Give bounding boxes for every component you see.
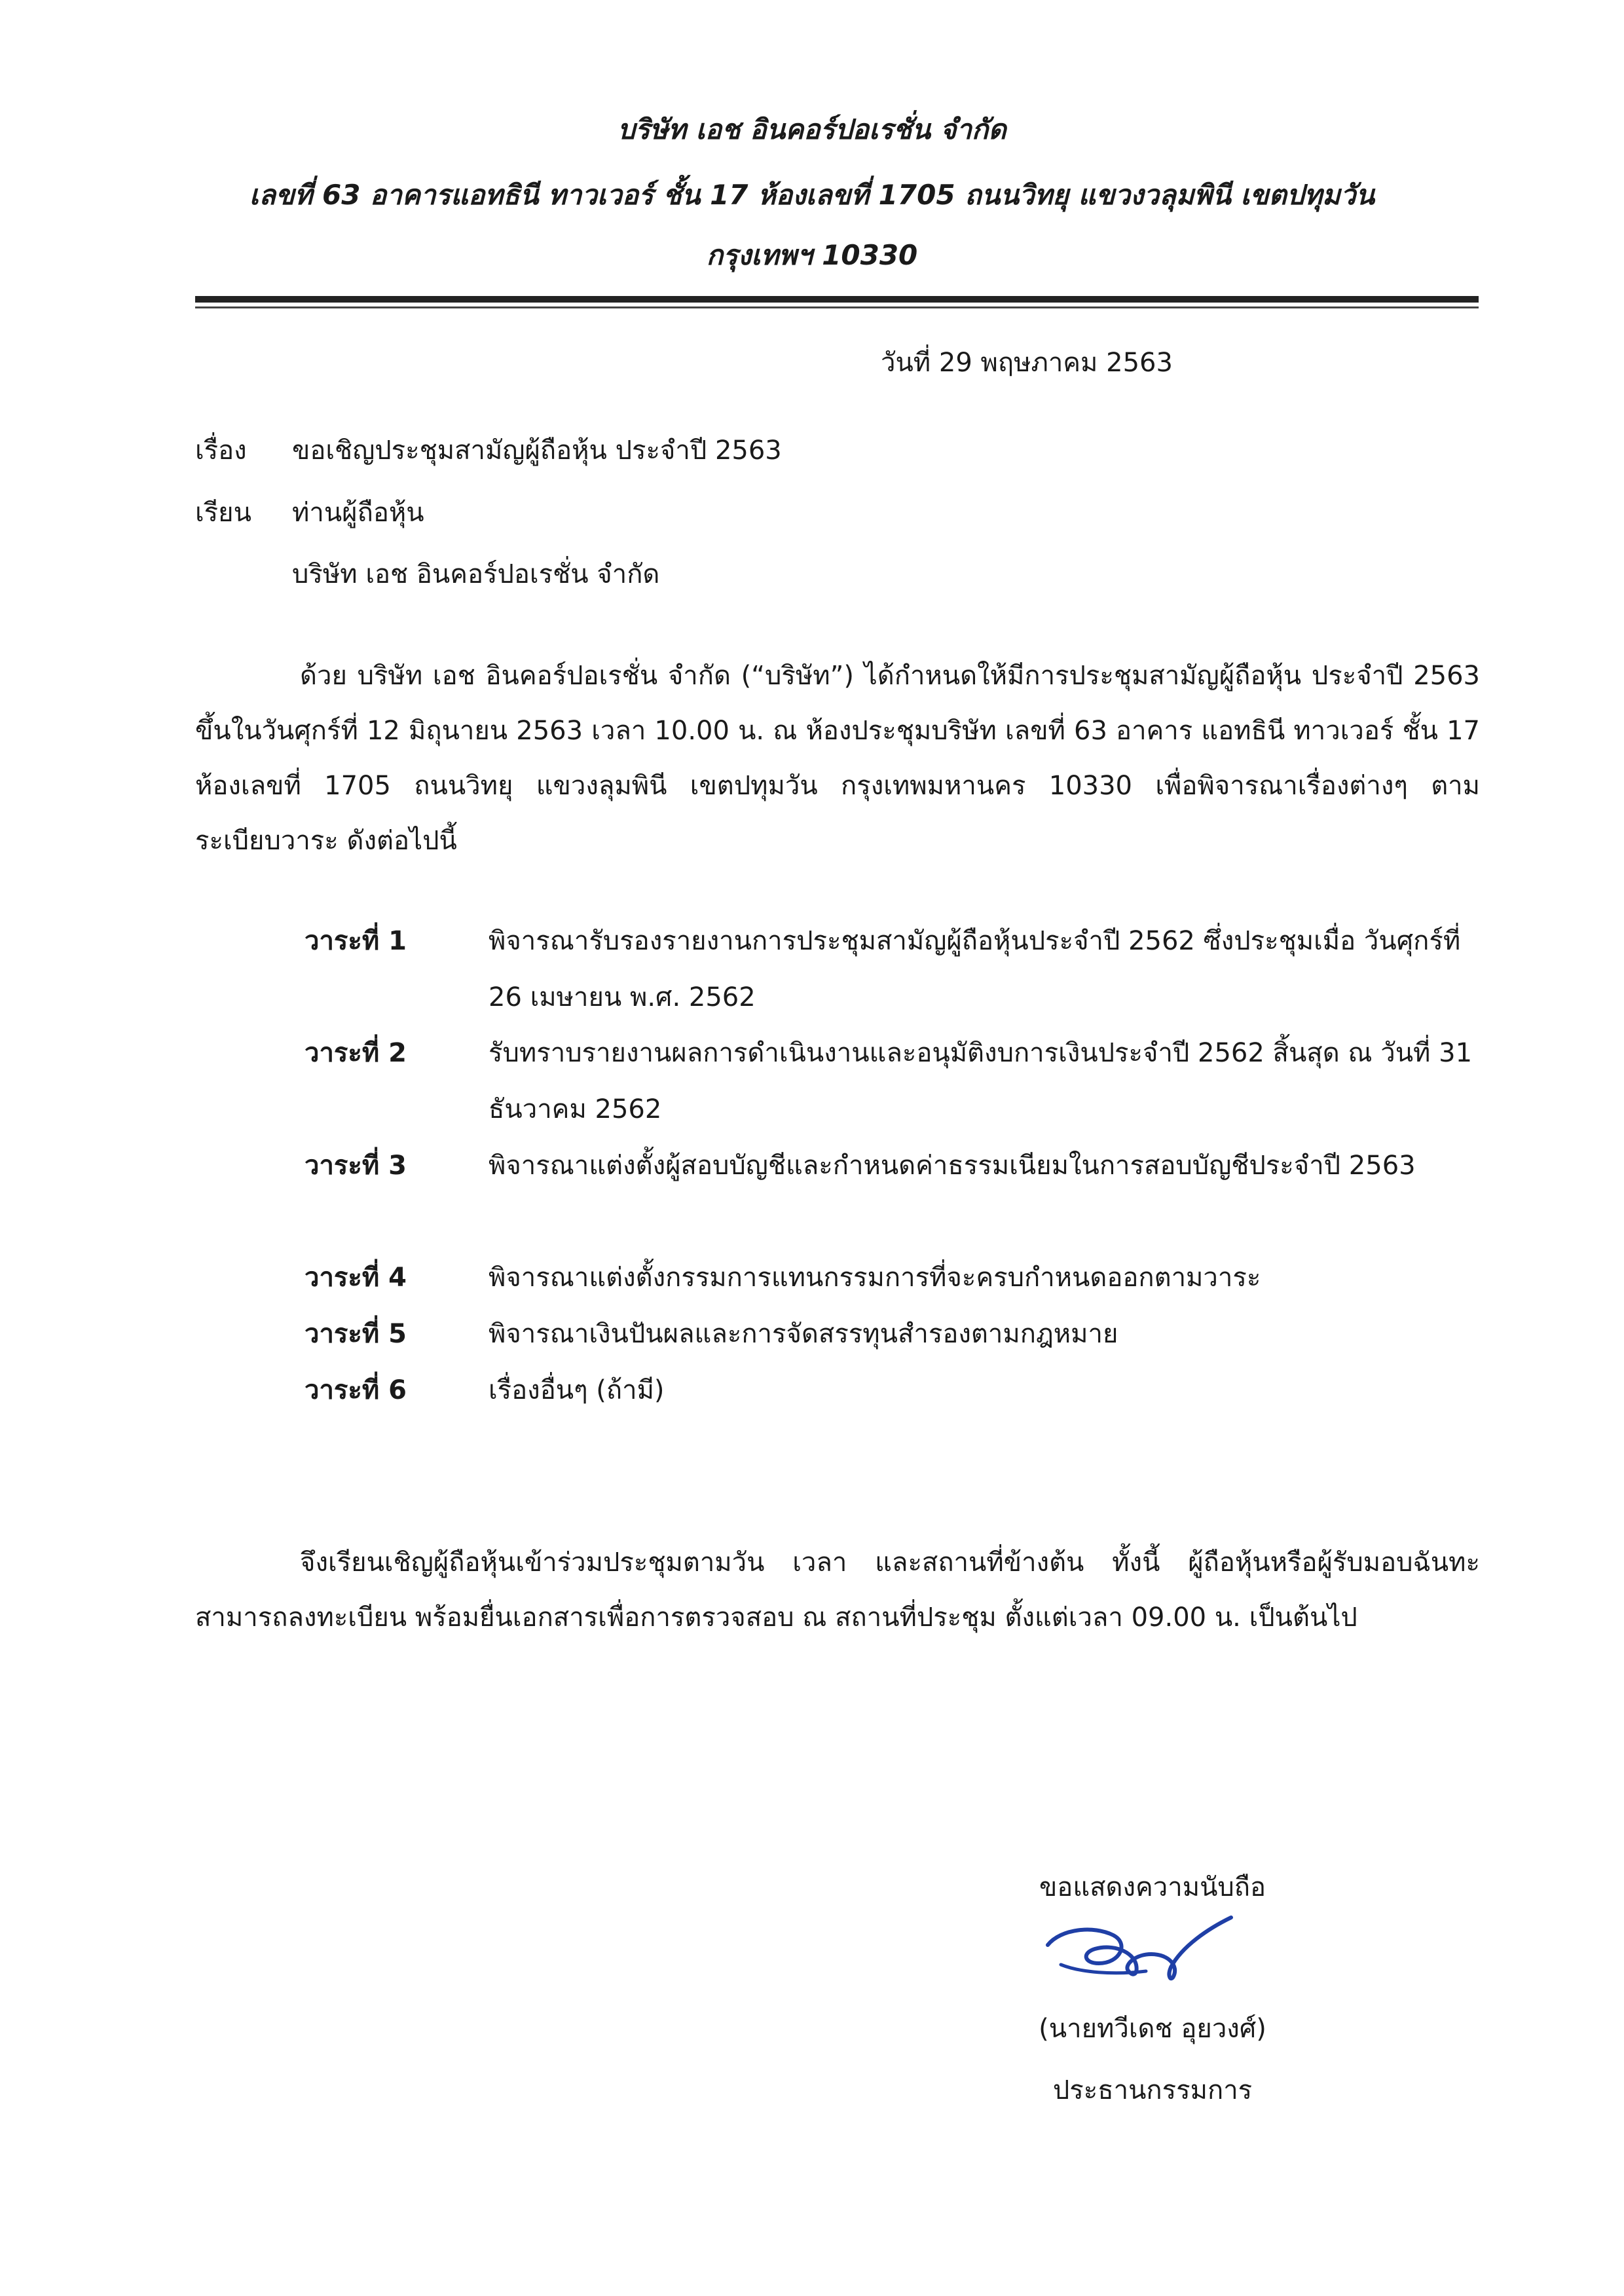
- signatory-name: (นายทวีเดช อุยวงศ์): [1039, 2014, 1266, 2044]
- subject-text: ขอเชิญประชุมสามัญผู้ถือหุ้น ประจำปี 2563: [292, 435, 782, 466]
- recipient-line: ท่านผู้ถือหุ้น: [292, 498, 424, 528]
- agenda-label-3: วาระที่ 3: [304, 1151, 407, 1181]
- closing-text: จึงเรียนเชิญผู้ถือหุ้นเข้าร่วมประชุมตามวัน เวลา และสถานที่ข้างต้น ทั้งนี้ ผู้ถือหุ้นหรือผู้รับมอบฉันทะสามารถลงทะเบียน พร้อมยื่นเอกสารเพื่อการตรวจสอบ ณ สถานที่ประชุม ตั้งแต่เวลา 09.00 น. เป็นต้นไป: [195, 1547, 1480, 1633]
- intro-text: ด้วย บริษัท เอช อินคอร์ปอเรชั่น จำกัด (“บริษัท”) ได้กำหนดให้มีการประชุมสามัญผู้ถือหุ้น ประจำปี 2563 ขึ้นในวันศุกร์ที่ 12 มิถุนายน 2563 เวลา 10.00 น. ณ ห้องประชุมบริษัท เลขที่ 63 อาคาร แอทธินี ทาวเวอร์ ชั้น 17 ห้องเลขที่ 1705 ถนนวิทยุ แขวงลุมพินี เขตปทุมวัน กรุงเทพมหานคร 10330 เพื่อพิจารณาเรื่องต่างๆ ตามระเบียบวาระ ดังต่อไปนี้: [195, 661, 1480, 856]
- agenda-text-2: รับทราบรายงานผลการดำเนินงานและอนุมัติงบการเงินประจำปี 2562 สิ้นสุด ณ วันที่ 31 ธันวาคม 2562: [489, 1038, 1473, 1124]
- agenda-label-1: วาระที่ 1: [304, 926, 407, 956]
- recipient-label: เรียน: [195, 498, 251, 528]
- agenda-text-3: พิจารณาแต่งตั้งผู้สอบบัญชีและกำหนดค่าธรรมเนียมในการสอบบัญชีประจำปี 2563: [489, 1151, 1416, 1181]
- letter-date: วันที่ 29 พฤษภาคม 2563: [881, 348, 1173, 378]
- company-name: บริษัท เอช อินคอร์ปอเรชั่น จำกัด: [618, 113, 1006, 145]
- letterhead-divider-thin: [195, 306, 1479, 308]
- letterhead-divider-thick: [195, 296, 1479, 303]
- recipient-company: บริษัท เอช อินคอร์ปอเรชั่น จำกัด: [292, 559, 660, 589]
- agenda-text-4: พิจารณาแต่งตั้งกรรมการแทนกรรมการที่จะครบกำหนดออกตามวาระ: [489, 1263, 1261, 1293]
- agenda-text-1: พิจารณารับรองรายงานการประชุมสามัญผู้ถือหุ้นประจำปี 2562 ซึ่งประชุมเมื่อ วันศุกร์ที่ 26 เมษายน พ.ศ. 2562: [489, 926, 1461, 1012]
- closing-salutation: ขอแสดงความนับถือ: [1039, 1872, 1266, 1902]
- closing-paragraph: [195, 1535, 1480, 1645]
- agenda-label-4: วาระที่ 4: [304, 1263, 407, 1293]
- subject-label: เรื่อง: [195, 435, 247, 466]
- intro-paragraph: [195, 648, 1480, 868]
- company-address: เลขที่ 63 อาคารแอทธินี ทาวเวอร์ ชั้น 17 ห้องเลขที่ 1705 ถนนวิทยุ แขวงวลุมพินี เขตปทุมวัน: [249, 179, 1375, 211]
- agenda-label-2: วาระที่ 2: [304, 1038, 407, 1068]
- signatory-title: ประธานกรรมการ: [1052, 2075, 1253, 2105]
- agenda-label-5: วาระที่ 5: [304, 1319, 407, 1349]
- handwritten-signature: [1022, 1899, 1257, 1991]
- agenda-label-6: วาระที่ 6: [304, 1375, 407, 1405]
- agenda-text-5: พิจารณาเงินปันผลและการจัดสรรทุนสำรองตามกฎหมาย: [489, 1319, 1118, 1349]
- agenda-text-6: เรื่องอื่นๆ (ถ้ามี): [489, 1375, 665, 1405]
- company-address-city: กรุงเทพฯ 10330: [706, 239, 918, 271]
